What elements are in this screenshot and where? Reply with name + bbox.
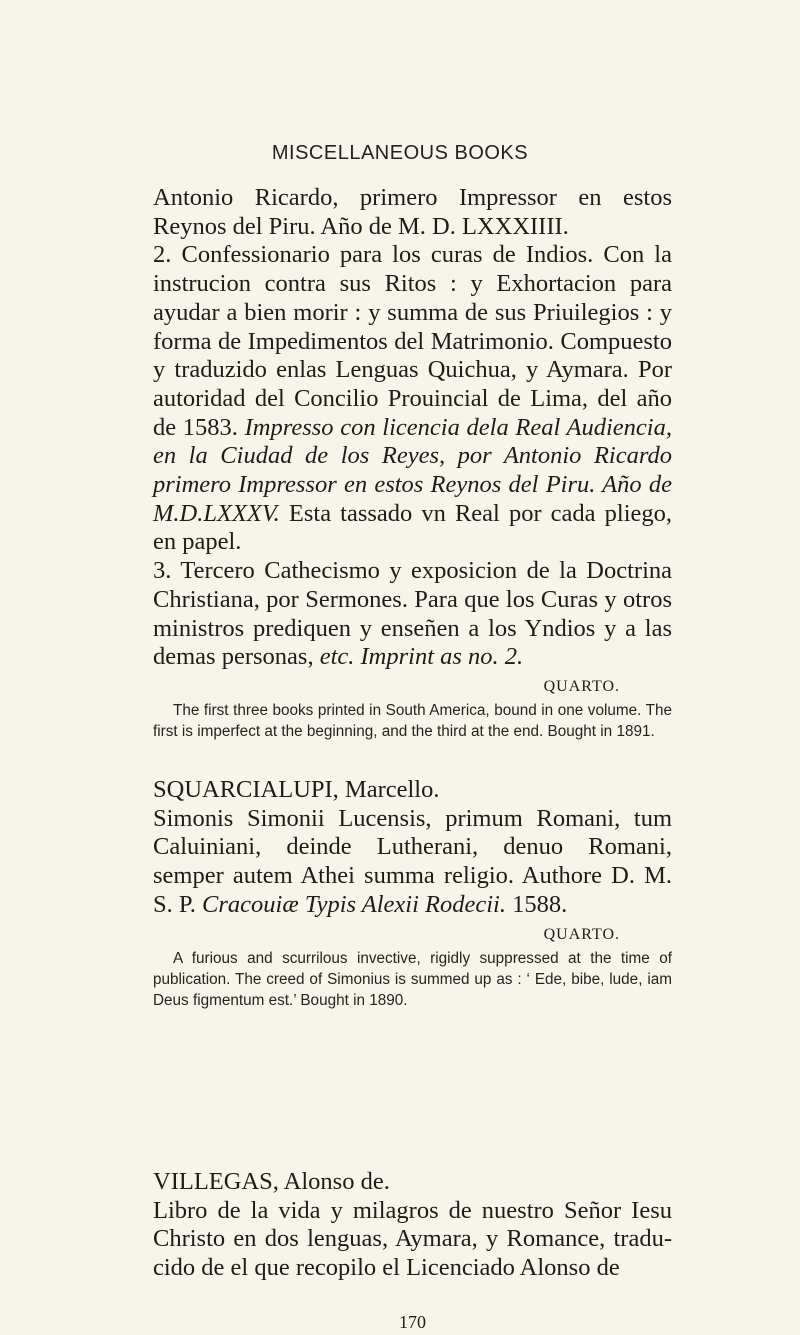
entry-description: Libro de la vida y milagros de nuestro Señor Iesu Christo en dos lenguas, Aymara, y Romance, traducido de el que recopilo el Licenciado Alonso de	[153, 1196, 672, 1282]
format-label: QUARTO.	[543, 677, 620, 695]
entry-villegas	[153, 1168, 672, 1283]
running-header: MISCELLANEOUS BOOKS	[271, 142, 529, 164]
entry-description	[153, 805, 672, 920]
provenance-note	[153, 700, 672, 742]
title-text: Simonis Simonii Lucensis, primum Romani, tum Caluiniani, deinde Lutherani, denuo Romani, semper autem Athei summa religio. Authore D. M. S. P.	[153, 804, 672, 918]
format-label: QUARTO.	[543, 925, 620, 943]
item-3-description	[153, 557, 672, 672]
entry-heading: SQUARCIALUPI, Marcello.	[153, 776, 440, 803]
item-2-imprint: Impresso con licencia dela Real Audiencia, en la Ciudad de los Reyes, por Antonio Ricardo primero Impressor en estos Reynos del Piru. Año de M.D.LXXXV.	[153, 413, 672, 527]
item-2-description	[153, 241, 672, 557]
note-text: A furious and scurrilous invective, rigidly suppressed at the time of publication. The creed of Simonius is summed up as : ‘ Ede, bibe, lude, iam Deus figmentum est.’ Bought in 1890.	[153, 949, 672, 1009]
provenance-note	[153, 948, 672, 1011]
entry-heading: VILLEGAS, Alonso de.	[153, 1168, 390, 1195]
page-number: 170	[399, 1312, 426, 1332]
item-2-text: 2. Confessionario para los curas de Indios. Con la instrucion contra sus Ritos : y Exhortacion para ayudar a bien morir : y summa de sus Priuilegios : y forma de Impedimentos del Matrimonio. Compuesto y traduzido enlas Lenguas Quichua, y Aymara. Por autoridad del Concilio Prouincial de Lima, del año de 1583.	[153, 241, 672, 441]
entry-confessionario	[153, 184, 672, 742]
item-2-price: Esta tassado vn Real por cada pliego, en papel.	[153, 499, 672, 556]
imprint-year: 1588.	[512, 890, 568, 918]
entry-squarcialupi	[153, 776, 672, 1011]
item-3-etc: etc.	[319, 643, 355, 671]
item-3-text: 3. Tercero Cathecismo y exposicion de la Doctrina Christiana, por Sermones. Para que los Curas y otros ministros prediquen y enseñen a los Yndios y a las demas personas,	[153, 557, 672, 671]
item-3-imprint: Imprint as no. 2.	[360, 643, 524, 671]
entry-continuation: Antonio Ricardo, primero Impressor en estos Reynos del Piru. Año de M. D. LXXXIIII.	[153, 184, 672, 240]
imprint-italic: Cracouiæ Typis Alexii Rodecii.	[202, 890, 506, 918]
note-text: The first three books printed in South America, bound in one volume. The first is imperfect at the beginning, and the third at the end. Bought in 1891.	[153, 701, 672, 740]
